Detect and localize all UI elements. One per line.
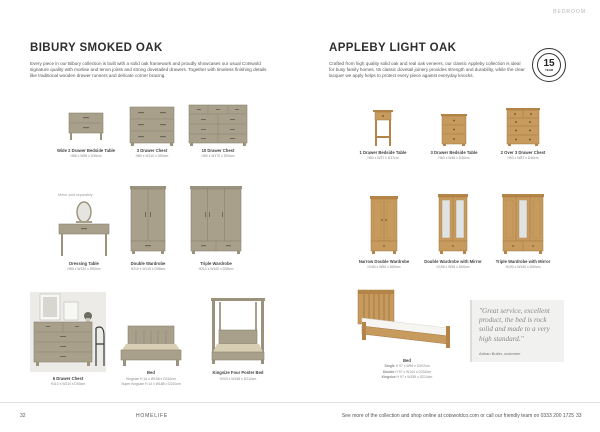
product-dimensions: H60 x W37 x D37cm [367, 156, 399, 160]
right-collection-description: Crafted from high quality solid oak and real oak veneers, our classic Appleby collection is ideal for busy family homes. Its classic dovetail joinery provides strength and durability, while the clear lacquer we apply helps to protect every piece against everyday knocks. [329, 61, 525, 79]
product-name: Kingsize Four Poster Bed [212, 370, 264, 375]
product-dimensions: H190 x W140 x D60cm [505, 265, 541, 269]
product-dimensions: H196 x W98 x D60cm [436, 265, 470, 269]
bed-size-row-kingsize [362, 375, 452, 379]
product-image-3-drawer-chest [129, 106, 175, 146]
product-name: Double Wardrobe [130, 261, 166, 266]
product-image-double-wardrobe [130, 186, 166, 254]
product-dimensions: H58 x W65 x D35cm [70, 154, 102, 158]
guarantee-seal [532, 48, 566, 82]
product-name: Bed [147, 370, 155, 375]
product-image-2-over-3-chest [506, 108, 540, 146]
bed-size-label: Kingsize [381, 375, 396, 379]
product-dimensions: Super Kingsize H 14 x W188 x D210cm [121, 382, 181, 386]
product-name: 1 Drawer Bedside Table [359, 150, 407, 155]
product-dimensions: H93 x W87 x D46cm [507, 156, 539, 160]
product-name: 3 Drawer Bedside Table [430, 150, 478, 155]
product-image-10-drawer-chest [188, 104, 248, 146]
product-dimensions: H203 x W158 x D210cm [219, 377, 257, 381]
product-image-wide-bedside [68, 112, 104, 140]
product-name: Narrow Double Wardrobe [358, 259, 410, 264]
left-collection-title: BIBURY SMOKED OAK [30, 42, 163, 54]
product-image-1-drawer-bedside [373, 110, 393, 146]
section-tag: BEDROOM [553, 9, 586, 15]
bed-size-dims: H 97 x W144 x D202cm [395, 369, 432, 374]
product-name: Triple Wardrobe with Mirror [495, 259, 551, 264]
quote-author-role: customer [504, 351, 521, 356]
product-name: Bed [403, 358, 411, 363]
product-name: 3 Drawer Chest [136, 148, 168, 153]
bed-size-dims: H 97 x W159 x D210cm [396, 375, 433, 379]
lifestyle-photo-6-drawer-chest [30, 292, 106, 372]
bed-size-row-double [362, 370, 452, 374]
customer-quote: "Great service, excellent product, the bed is rock solid and made to a very high standard." [479, 307, 550, 343]
footer-text: See more of the collection and shop online at cotswoldco.com or call our friendly team on 0333 200 1725 [341, 413, 574, 419]
product-name: Dressing Table [69, 261, 99, 266]
page-number-right: 33 [576, 413, 582, 419]
product-image-triple-wardrobe [190, 186, 242, 254]
product-dimensions: H80 x W110 x D50cm [135, 154, 169, 158]
customer-quote-box [470, 300, 564, 362]
brand-name: HOMELIFE [136, 413, 168, 419]
product-image-narrow-double-wardrobe [370, 196, 398, 254]
guarantee-unit: YEAR [544, 67, 554, 72]
quote-attribution [479, 351, 521, 356]
product-dimensions: H183 x W80 x D60cm [367, 265, 401, 269]
product-dimensions: H80 x W170 x D50cm [201, 154, 235, 158]
product-name: 2 Over 3 Drawer Chest [500, 150, 546, 155]
product-dimensions: H210 x W160 x D58cm [198, 267, 234, 271]
bed-size-row-single [362, 364, 452, 368]
product-name: Double Wardrobe with Mirror [424, 259, 482, 264]
footer-divider [0, 402, 600, 403]
product-image-four-poster-bed [209, 296, 267, 366]
product-dimensions: H60 x W48 x D46cm [438, 156, 470, 160]
product-name: 10 Drawer Chest [201, 148, 235, 153]
left-collection-description: Every piece in our Bibury collection is built with a solid oak framework and proudly showcases our usual Cotswold signature quality with mortise and tenon joints and strong dovetailed drawers. Together with timeless finishing details like traditional wooden drawer runners and delicate corner bracing. [30, 61, 267, 79]
product-name: Triple Wardrobe [200, 261, 232, 266]
bed-size-dims: H 97 x W99 x D202cm [395, 364, 430, 368]
right-collection-title: APPLEBY LIGHT OAK [329, 42, 457, 54]
quote-author-name: Adrian Butler, [479, 351, 504, 356]
guarantee-seal-inner [537, 53, 561, 77]
product-dimensions: H210 x W115 x D58cm [130, 267, 166, 271]
product-dimensions: H110 x W110 x D50cm [50, 382, 86, 386]
product-dimensions: Kingsize H 14 x W158 x D210cm [126, 377, 176, 381]
bed-size-label: Single [384, 364, 395, 368]
bed-size-label: Double [382, 369, 395, 374]
page-number-left: 32 [20, 413, 26, 419]
product-name: 6 Drawer Chest [52, 376, 84, 381]
guarantee-years: 15 [543, 57, 555, 69]
product-image-bed [120, 322, 182, 366]
mirror-note: Mirror sold separately [58, 193, 93, 197]
product-name: Wide 2 Drawer Bedside Table [56, 148, 116, 153]
product-image-3-drawer-bedside [441, 114, 467, 146]
product-dimensions: H80 x W120 x D50cm [67, 267, 101, 271]
product-image-double-wardrobe-mirror [438, 194, 468, 254]
product-image-dressing-table [58, 200, 110, 256]
product-image-appleby-bed [356, 288, 456, 352]
product-image-triple-wardrobe-mirror [502, 194, 544, 254]
